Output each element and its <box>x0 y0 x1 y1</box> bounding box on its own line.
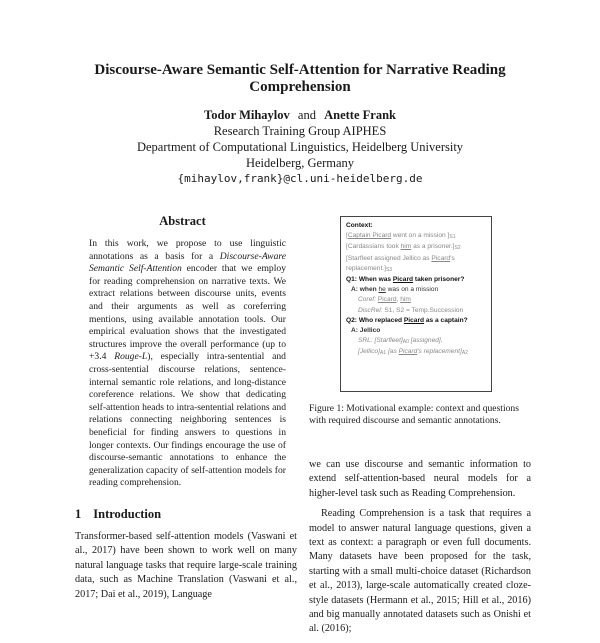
fig-discrel: DiscRel: S1, S2 = Temp.Succession <box>358 306 464 314</box>
abstract-heading: Abstract <box>159 214 206 228</box>
fig-coref: Coref: Picard, him <box>358 296 411 304</box>
title-line-2: Comprehension <box>249 79 351 95</box>
section-title: Introduction <box>93 507 162 521</box>
intro-paragraph: Transformer-based self-attention models (Vaswani et al., 2017) have been shown to work well on many natural language tasks that require large-scale training data, such as Machine Translation (Vaswani et al., 2017; Dai et al., 2019), Language <box>75 531 297 600</box>
affiliation-3: Heidelberg, Germany <box>245 156 355 170</box>
author-email: {mihaylov,frank}@cl.uni-heidelberg.de <box>177 172 423 185</box>
author-conjunction: and <box>297 108 316 122</box>
section-number: 1 <box>75 507 82 521</box>
affiliation-1: Research Training Group AIPHES <box>213 124 387 138</box>
affiliation-2: Department of Computational Linguistics, Heidelberg University <box>136 140 464 154</box>
fig-context-s2: [Cardassians took him as a $prisoner.]_{S2}$ <box>346 243 461 252</box>
author-1: Todor Mihaylov <box>204 108 290 122</box>
section-heading-introduction <box>75 507 173 522</box>
fig-srl: SRL: $[Starfleet]_{A0}$ [assigned], $[Jellico]_{A1}$ [as Picard's $replacement]_{A2}$ <box>358 337 468 357</box>
fig-context-label: Context: <box>346 222 373 229</box>
figure-1-box <box>340 216 492 392</box>
title-line-1: Discourse-Aware Semantic Self-Attention for Narrative Reading <box>94 62 506 78</box>
right-column-body <box>309 458 531 643</box>
author-block <box>60 107 540 187</box>
fig-question-1: Q1: When was Picard taken prisoner? <box>346 276 465 284</box>
fig-answer-2: A: Jellico <box>351 327 381 335</box>
figure-1-caption: Figure 1: Motivational example: context and questions with required discourse and semantic annotations. <box>309 403 519 427</box>
author-2: Anette Frank <box>324 108 396 122</box>
right-paragraph-1: we can use discourse and semantic information to extend self-attention-based neural models for a higher-level task such as Reading Comprehension. <box>309 459 531 499</box>
right-paragraph-2: Reading Comprehension is a task that requires a model to answer natural language questions, given a text as context: a paragraph or even full documents. Many datasets have been proposed for the task, starting with a small multi-choice dataset (Richardson et al., 2013), large-scale automatically created cloze-style datasets (Hermann et al., 2015; Hill et al., 2016) and big manually annotated datasets such as Onishi et al. (2016); <box>309 508 531 635</box>
paper-title <box>60 62 540 96</box>
abstract-text-1: In this work, we propose to use linguistic annotations as a basis for a <box>89 238 286 262</box>
abstract-text-2: encoder that we employ for reading comprehension on narrative texts. We extract relations between discourse units, events and their arguments as well as coreferring mentions, using available annotation tools. Our empirical evaluation shows that the investigated structures improve the overall performance (up to +3.4 <box>89 263 286 363</box>
fig-question-2: Q2: Who replaced Picard as a captain? <box>346 316 468 324</box>
abstract-model-name: Discourse-Aware Semantic Self-Attention <box>89 250 286 275</box>
abstract-body <box>89 238 286 490</box>
abstract-text-3: ), especially intra-sentential and cross-sentential discourse relations, sentence-internal semantic role relations, and long-distance coreference relations. We show that dedicating self-attention heads to intra-sentential relations and relations connecting neighboring sentences is beneficial for finding answers to questions in longer contexts. Our findings encourage the use of discourse-semantic annotations to enhance the generalization capacity of self-attention models for reading comprehension. <box>89 351 286 489</box>
fig-context-s3: [Starfleet assigned Jellico as Picard's $replacement.]_{S3}$ <box>346 254 455 273</box>
fig-answer-1: A: when he was on a mission <box>351 286 439 294</box>
fig-context-s1: [Captain Picard went on a mission ]$_{S1}$ <box>346 232 456 241</box>
abstract-metric: Rouge-L <box>114 351 148 363</box>
